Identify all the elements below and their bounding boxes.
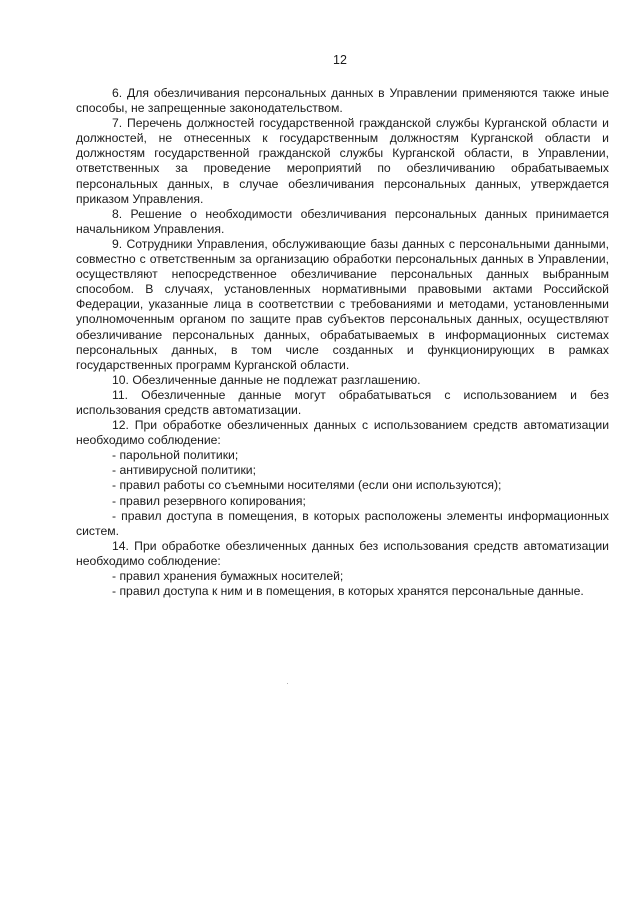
scan-speck — [287, 683, 288, 684]
paragraph-8: 8. Решение о необходимости обезличивания персональных данных принимается начальником Управления. — [76, 206, 609, 236]
page-number: 12 — [333, 53, 347, 67]
paragraph-9: 9. Сотрудники Управления, обслуживающие базы данных с персональными данными, совместно с ответственным за организацию обработки персональных данных в Управлении, осуществляют непосредственное обезличивание персональных данных выбранным способом. В случаях, установленных нормативными правовыми актами Российской Федерации, указанные лица в соответствии с требованиями и методами, установленными уполномоченным органом по защите прав субъектов персональных данных, осуществляют обезличивание персональных данных, обрабатываемых в информационных системах персональных данных, в том числе созданных и функционирующих в рамках государственных программ Курганской области. — [76, 236, 609, 372]
paragraph-12: 12. При обработке обезличенных данных с использованием средств автоматизации необходимо соблюдение: — [76, 418, 609, 448]
paragraph-10: 10. Обезличенные данные не подлежат разглашению. — [112, 372, 421, 387]
list-item: - правил доступа в помещения, в которых расположены элементы информационных систем. — [76, 508, 609, 538]
paragraph-6: 6. Для обезличивания персональных данных в Управлении применяются также иные способы, не запрещенные законодательством. — [76, 86, 609, 116]
document-body — [76, 86, 609, 599]
list-item: - парольной политики; — [112, 448, 239, 463]
paragraph-7: 7. Перечень должностей государственной гражданской службы Курганской области и должностей, не отнесенных к государственным должностям Курганской области и должностям государственной гражданской службы Курганской области, в Управлении, ответственных за проведение мероприятий по обезличиванию обрабатываемых персональных данных, в случае обезличивания персональных данных, утверждается приказом Управления. — [76, 116, 609, 206]
list-item: - правил доступа к ним и в помещения, в которых хранятся персональные данные. — [112, 584, 584, 599]
paragraph-11: 11. Обезличенные данные могут обрабатываться с использованием и без использования средств автоматизации. — [76, 387, 609, 417]
list-item: - правил резервного копирования; — [112, 493, 306, 508]
list-item: - правил работы со съемными носителями (если они используются); — [112, 478, 502, 493]
list-item: - антивирусной политики; — [112, 463, 256, 478]
paragraph-14: 14. При обработке обезличенных данных без использования средств автоматизации необходимо соблюдение: — [76, 538, 609, 568]
list-item: - правил хранения бумажных носителей; — [112, 569, 344, 583]
